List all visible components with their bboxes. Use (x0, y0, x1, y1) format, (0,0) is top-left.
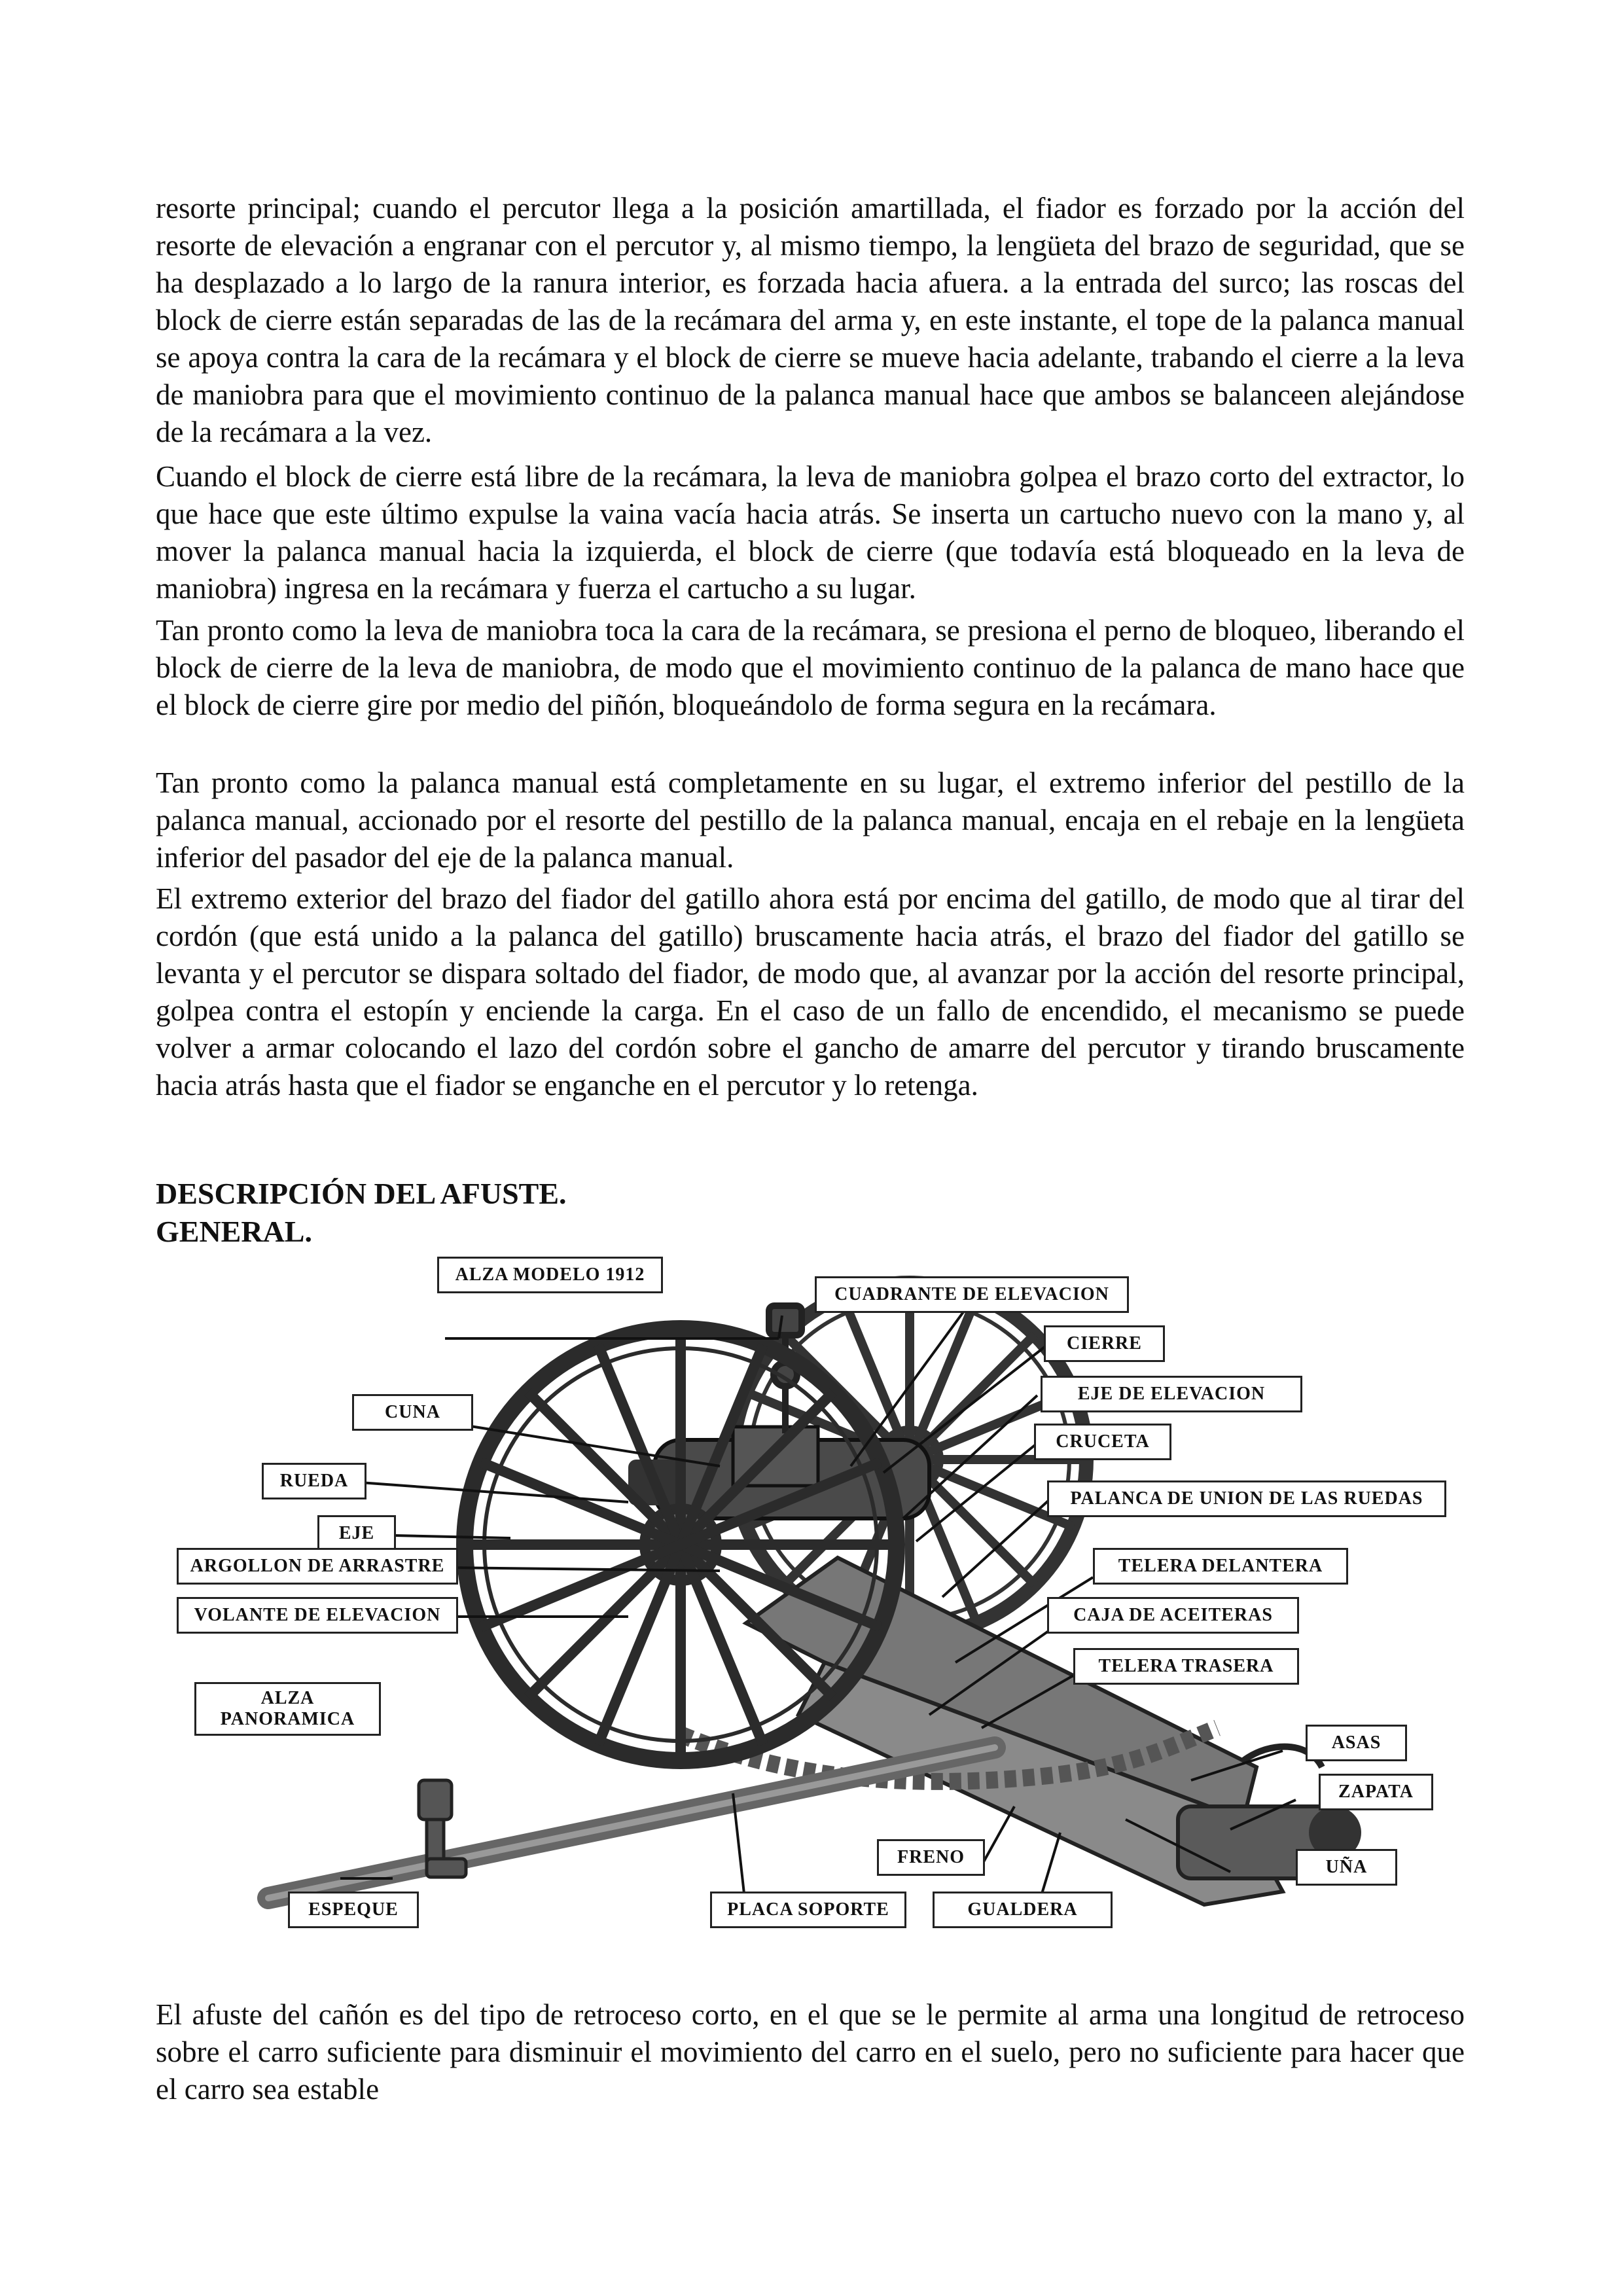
label-alza-panoramica (194, 1682, 381, 1736)
label-caja-aceiteras: CAJA DE ACEITERAS (1047, 1597, 1299, 1634)
closing-paragraph: El afuste del cañón es del tipo de retroceso corto, en el que se le permite al arma una longitud de retroceso sobre el carro suficiente para disminuir el movimiento del carro en el suelo, pero no suficiente para hacer que el carro sea estable (156, 1998, 1465, 2106)
body-paragraph-4: Tan pronto como la palanca manual está completamente en su lugar, el extremo inferior del pestillo de la palanca manual, accionado por el resorte del pestillo de la palanca manual, encaja en el rebaje en la lengüeta inferior del pasador del eje de la palanca manual. (156, 766, 1465, 874)
label-placa-soporte: PLACA SOPORTE (710, 1892, 906, 1928)
label-zapata: ZAPATA (1319, 1774, 1433, 1810)
body-paragraph-5: El extremo exterior del brazo del fiador del gatillo ahora está por encima del gatillo, de modo que al tirar del cordón (que está unido a la palanca del gatillo) bruscamente hacia atrás, el brazo del fiador del gatillo se levanta y el percutor se dispara soltado del fiador, de modo que, al avanzar por la acción del resorte principal, golpea contra el estopín y enciende la carga. En el caso de un fallo de encendido, el mecanismo se puede volver a armar colocando el lazo del cordón sobre el gancho de amarre del percutor y tirando bruscamente hacia atrás hasta que el fiador se enganche en el percutor y lo retenga. (156, 882, 1465, 1102)
label-telera-trasera: TELERA TRASERA (1073, 1648, 1299, 1685)
label-una: UÑA (1296, 1849, 1397, 1886)
label-rueda: RUEDA (262, 1463, 366, 1499)
front-wheel-icon (465, 1329, 897, 1761)
label-cuna: CUNA (352, 1394, 473, 1431)
body-paragraph-2: Cuando el block de cierre está libre de la recámara, la leva de maniobra golpea el brazo corto del extractor, lo que hace que este último expulse la vaina vacía hacia atrás. Se inserta un cartucho nuevo con la mano y, al mover la palanca manual hacia la izquierda, el block de cierre (que todavía está bloqueado en la leva de maniobra) ingresa en la recámara y fuerza el cartucho a su lugar. (156, 460, 1465, 605)
label-gualdera: GUALDERA (933, 1892, 1113, 1928)
label-cuadrante: CUADRANTE DE ELEVACION (815, 1276, 1129, 1313)
body-paragraph-3: Tan pronto como la leva de maniobra toca la cara de la recámara, se presiona el perno de bloqueo, liberando el block de cierre de la leva de maniobra, de modo que el movimiento continuo de la palanca de mano hace que el block de cierre gire por medio del piñón, bloqueándolo de forma segura en la recámara. (156, 614, 1465, 721)
label-alza-modelo: ALZA MODELO 1912 (437, 1257, 663, 1293)
label-eje: EJE (317, 1515, 396, 1552)
label-cruceta: CRUCETA (1034, 1424, 1171, 1460)
label-alza-panoramica-line1: ALZA (260, 1688, 315, 1708)
label-palanca-union: PALANCA DE UNION DE LAS RUEDAS (1047, 1480, 1446, 1517)
label-alza-panoramica-line2: PANORAMICA (220, 1709, 355, 1729)
label-freno: FRENO (877, 1839, 985, 1876)
label-cierre: CIERRE (1044, 1325, 1165, 1362)
section-heading: DESCRIPCIÓN DEL AFUSTE. (156, 1177, 567, 1210)
gun-carriage-figure (170, 1244, 1479, 1964)
panoramic-sight-icon (419, 1780, 466, 1877)
label-espeque: ESPEQUE (288, 1892, 419, 1928)
body-paragraph-1: resorte principal; cuando el percutor llega a la posición amartillada, el fiador es forzado por la acción del resorte de elevación a engranar con el percutor y, al mismo tiempo, la lengüeta del brazo de seguridad, que se ha desplazado a lo largo de la ranura interior, es forzada hacia afuera. a la entrada del surco; las roscas del block de cierre están separadas de las de la recámara del arma y, en este instante, el tope de la palanca manual se apoya contra la cara de la recámara y el block de cierre se mueve hacia adelante, trabando el cierre a la leva de maniobra para que el movimiento continuo de la palanca manual hace que ambos se balanceen alejándose de la recámara a la vez. (156, 192, 1465, 448)
section-subheading: GENERAL. (156, 1215, 312, 1248)
label-argollon: ARGOLLON DE ARRASTRE (177, 1548, 458, 1585)
label-eje-elevacion: EJE DE ELEVACION (1041, 1376, 1302, 1412)
label-asas: ASAS (1306, 1725, 1407, 1761)
label-telera-delantera: TELERA DELANTERA (1093, 1548, 1348, 1585)
label-volante: VOLANTE DE ELEVACION (177, 1597, 458, 1634)
